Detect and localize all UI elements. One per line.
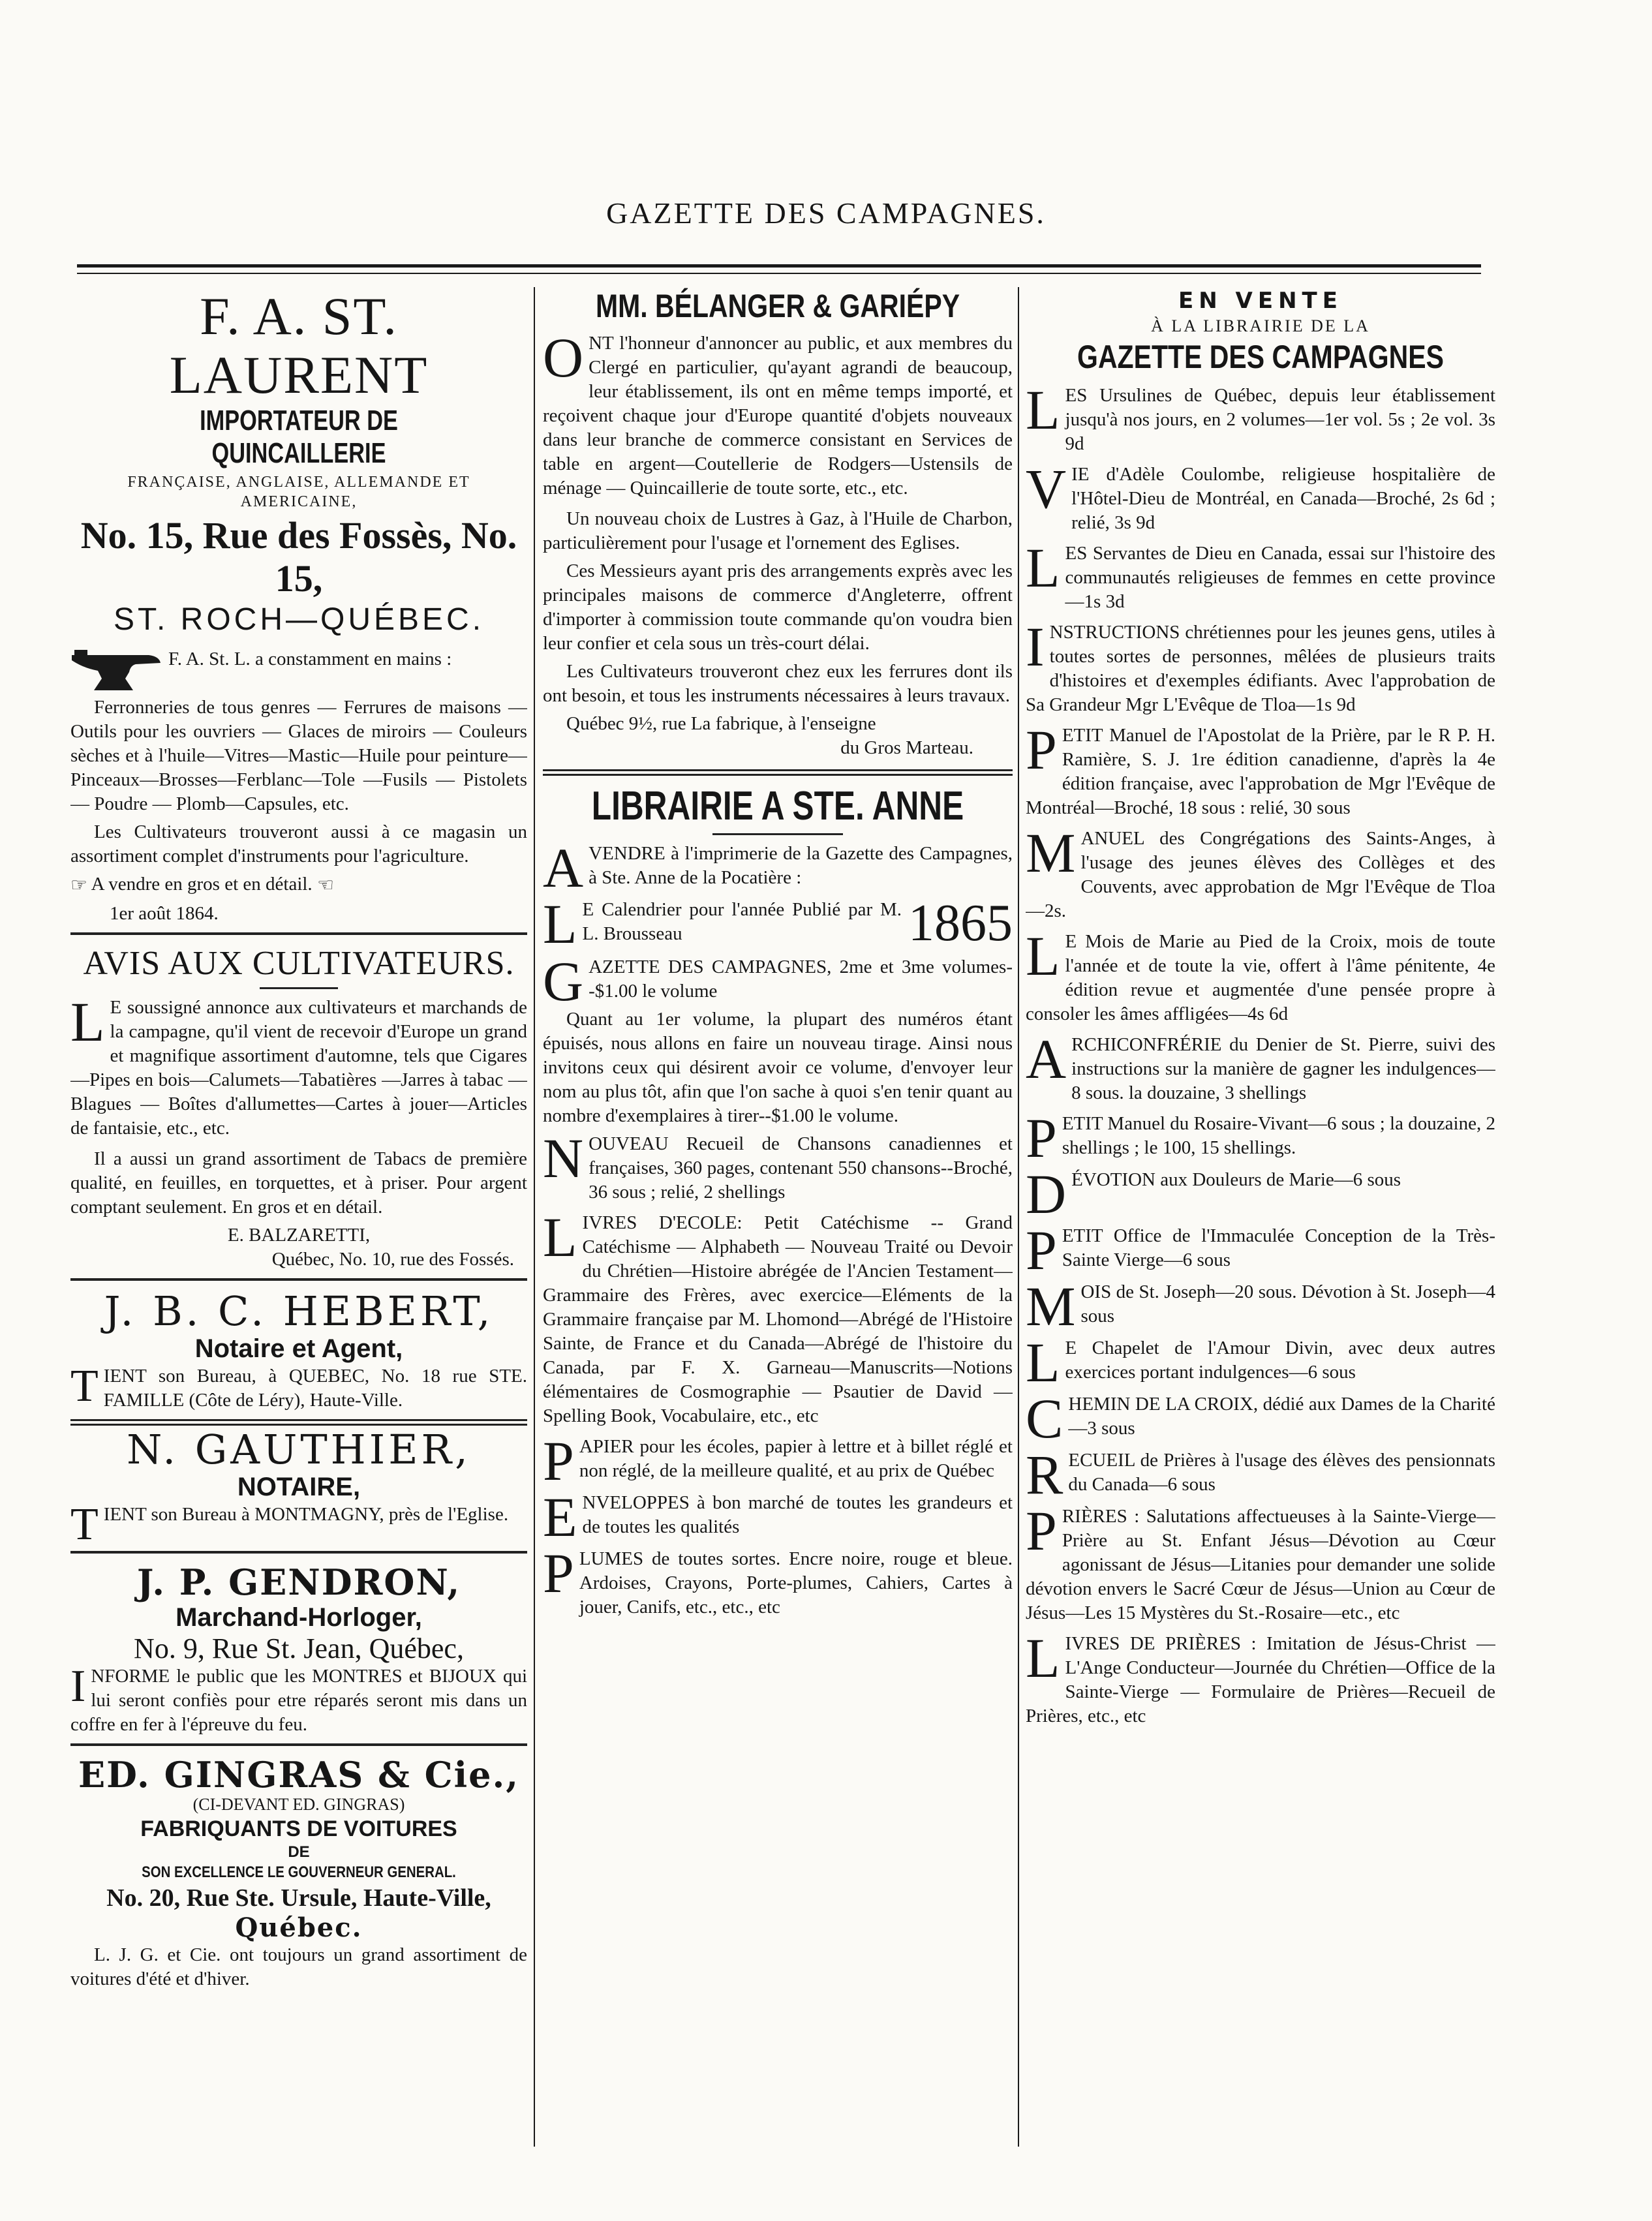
ad-gauthier [70, 1425, 527, 1544]
ad-belanger-p4: Les Cultivateurs trouveront chez eux les ferrures dont ils ont besoin, et tous les instruments nécessaires à leurs travaux. [543, 661, 1013, 706]
divider [70, 1551, 527, 1554]
book-list-item-text: RCHICONFRÉRIE du Denier de St. Pierre, suivi des instructions sur la manière de gagner les indulgences—8 sous. la douzaine, 3 shellings [1071, 1034, 1495, 1103]
drop-cap: E [543, 1491, 577, 1540]
drop-cap: P [1026, 724, 1057, 781]
ad-avis-sig-address: Québec, No. 10, rue des Fossés. [271, 1248, 514, 1270]
book-list-item [1026, 724, 1495, 820]
ad-librairie-plumes: LUMES de toutes sortes. Encre noire, rouge et bleue. Ardoises, Crayons, Porte-plumes, Cahiers, Cartes à jouer, Canifs, etc., etc., etc [579, 1548, 1013, 1617]
drop-cap: P [1026, 1224, 1057, 1274]
divider [70, 932, 527, 935]
ad-avis-signature: E. BALZARETTI, [227, 1224, 371, 1246]
ad-librairie-heading: LIBRAIRIE A STE. ANNE [591, 784, 964, 829]
ad-laurent-origins: FRANÇAISE, ANGLAISE, ALLEMANDE ET AMERICAINE, [127, 474, 470, 510]
drop-cap: L [1026, 1336, 1060, 1386]
book-list-item-text: ECUEIL de Prières à l'usage des élèves des pensionnats du Canada—6 sous [1068, 1450, 1495, 1495]
book-list-item-text: ÉVOTION aux Douleurs de Marie—6 sous [1071, 1169, 1401, 1190]
ad-avis-p2: Il a aussi un grand assortiment de Tabacs de première qualité, en feuilles, en torquettes, et à priser. Pour argent comptant seulement. En gros et en détail. [70, 1148, 527, 1218]
ad-gingras-text: L. J. G. et Cie. ont toujours un grand assortiment de voitures d'été et d'hiver. [70, 1944, 527, 1989]
drop-cap: L [1026, 384, 1060, 441]
anvil-icon [70, 650, 162, 696]
ad-laurent-p4: A vendre en gros et en détail. [91, 874, 313, 895]
drop-cap: R [1026, 1448, 1063, 1498]
ad-gauthier-name: N. GAUTHIER, [127, 1425, 471, 1473]
book-list-item [1026, 1632, 1495, 1728]
ad-gingras [70, 1755, 527, 1991]
pointing-hand-right-icon: ☞ [70, 874, 87, 896]
book-list-item-text: E Chapelet de l'Amour Divin, avec deux autres exercices portant indulgences—6 sous [1065, 1338, 1495, 1383]
book-list-item-text: E Mois de Marie au Pied de la Croix, mois de toute l'année et de toute la vie, offert à l'âme pénitente, 4e édition revue et augmentée d'une pensée propre à consoler les âmes affligées—4s 6d [1026, 931, 1495, 1024]
en-vente-sub: À LA LIBRAIRIE DE LA [1151, 316, 1370, 335]
drop-cap: L [1026, 930, 1060, 987]
divider [543, 769, 1013, 771]
divider [543, 774, 1013, 776]
drop-cap: N [543, 1132, 584, 1189]
book-list-item-text: ETIT Manuel de l'Apostolat de la Prière, par le R P. H. Ramière, S. J. 1re édition canadienne, d'après la 4e édition française, avec l'approbation de Mgr l'Evêque de Montréal—Broché, 18 sous : relié, 30 sous [1026, 725, 1495, 818]
column-2 [543, 287, 1013, 2179]
ad-belanger-p3: Ces Messieurs ayant pris des arrangements exprès avec les principales maisons de commerce d'Angleterre, offrent d'importer à commission toute commande qu'on voudra bien leur confier et cela sous un très-court délai. [543, 560, 1013, 654]
ad-gingras-name: ED. GINGRAS & Cie., [78, 1753, 520, 1796]
column-divider-2 [1018, 287, 1019, 2147]
drop-cap: L [70, 995, 105, 1053]
short-rule [260, 987, 338, 989]
en-vente-title: GAZETTE DES CAMPAGNES [1077, 339, 1444, 375]
ad-gendron [70, 1563, 527, 1737]
ad-belanger-gariepy [543, 287, 1013, 760]
book-list-item-text: ES Servantes de Dieu en Canada, essai sur l'histoire des communautés religieuses de femmes en cette province—1s 3d [1065, 543, 1495, 612]
book-list-item-text: NSTRUCTIONS chrétiennes pour les jeunes gens, utiles à toutes sortes de personnes, mêlées de plusieurs traits d'histoires et d'exemples édifiants. Avec l'approbation de Sa Grandeur Mgr L'Evêque de Tloa—1s 9d [1026, 622, 1495, 715]
ad-belanger-p2: Un nouveau choix de Lustres à Gaz, à l'Huile de Charbon, particulièrement pour l'usage et l'ornement des Eglises. [543, 508, 1013, 553]
ad-laurent-name: F. A. ST. LAURENT [169, 287, 429, 405]
ad-gingras-line2: DE [288, 1843, 310, 1861]
ad-avis-cultivateurs [70, 944, 527, 1272]
drop-cap: G [543, 955, 584, 1005]
ad-hebert-sub: Notaire et Agent, [194, 1334, 403, 1363]
ad-gingras-line1: FABRIQUANTS DE VOITURES [140, 1816, 457, 1841]
divider [70, 1743, 527, 1746]
book-list [1026, 384, 1495, 1728]
book-list-item [1026, 384, 1495, 456]
drop-cap: L [1026, 542, 1060, 599]
ad-belanger-p1: NT l'honneur d'annoncer au public, et aux membres du Clergé en particulier, qu'ayant agrandi de beaucoup, leur établissement, ils ont en même temps importé, et reçoivent chaque jour d'Europe quantité d'objets nouveaux dans leur branche de commerce consistant en Services de table en argent—Coutellerie de Rodgers—Ustensils de ménage — Quincaillerie de toute sorte, etc., etc. [543, 333, 1013, 498]
ad-laurent-p1: F. A. St. L. a constamment en mains : [168, 649, 452, 669]
ad-librairie-gazette-note: Quant au 1er volume, la plupart des numéros étant épuisés, nous allons en faire un nouveau tirage. Ainsi nous invitons ceux qui désirent avoir ce volume, d'envoyer leur nom au plus tôt, afin que l'on sache à quoi s'en tenir quant au nombre d'exemplaires à tirer--$1.00 le volume. [543, 1009, 1013, 1126]
drop-cap: T [70, 1502, 99, 1544]
ad-st-laurent [70, 287, 527, 926]
ad-laurent-p3: Les Cultivateurs trouveront aussi à ce magasin un assortiment complet d'instruments pour l'agriculture. [70, 821, 527, 866]
book-list-item [1026, 1505, 1495, 1625]
book-list-item [1026, 1280, 1495, 1330]
drop-cap: P [1026, 1505, 1057, 1562]
drop-cap: L [1026, 1632, 1060, 1689]
drop-cap: D [1026, 1168, 1067, 1218]
book-list-item [1026, 542, 1495, 614]
ad-gauthier-text: IENT son Bureau à MONTMAGNY, près de l'Eglise. [103, 1503, 509, 1525]
short-rule [712, 833, 843, 835]
drop-cap: L [543, 1211, 577, 1268]
book-list-item [1026, 1448, 1495, 1498]
drop-cap: P [1026, 1112, 1057, 1161]
book-list-item-text: ES Ursulines de Québec, depuis leur établissement jusqu'à nos jours, en 2 volumes—1er vol. 5s ; 2e vol. 3s 9d [1065, 385, 1495, 454]
ad-hebert-text: IENT son Bureau, à QUEBEC, No. 18 rue STE. FAMILLE (Côte de Léry), Haute-Ville. [103, 1365, 527, 1411]
ad-librairie-ste-anne [543, 784, 1013, 1619]
drop-cap: M [1026, 1280, 1076, 1330]
drop-cap: M [1026, 827, 1076, 884]
book-list-item-text: RIÈRES : Salutations affectueuses à la Sainte-Vierge—Prière au St. Enfant Jésus—Dévotion au Cœur agonissant de Jésus—Litanies pour demander une solide dévotion envers le Sacré Cœur de Jésus—Union au Cœur de Jésus—Les 15 Mystères du St.-Rosaire—etc., etc [1026, 1506, 1495, 1623]
drop-cap: L [543, 898, 577, 949]
masthead: GAZETTE DES CAMPAGNES. [606, 196, 1046, 230]
ad-gendron-sub: Marchand-Horloger, [176, 1602, 422, 1632]
ad-belanger-p6: du Gros Marteau. [840, 737, 973, 758]
book-list-item-text: ETIT Office de l'Immaculée Conception de la Très-Sainte Vierge—6 sous [1062, 1225, 1495, 1270]
drop-cap: V [1026, 463, 1067, 520]
ad-gendron-name: J. P. GENDRON, [136, 1561, 461, 1603]
book-list-item [1026, 1224, 1495, 1274]
drop-cap: A [543, 842, 584, 891]
column-divider-1 [534, 287, 535, 2147]
ad-gingras-line3: SON EXCELLENCE LE GOUVERNEUR GENERAL. [142, 1863, 456, 1881]
drop-cap: P [543, 1547, 574, 1604]
divider [70, 1278, 527, 1281]
ad-librairie-papier: APIER pour les écoles, papier à lettre et à billet réglé et non réglé, de la meilleure qualité, et au prix de Québec [579, 1436, 1013, 1481]
ad-avis-p1: E soussigné annonce aux cultivateurs et marchands de la campagne, qu'il vient de recevoir d'Europe un grand et magnifique assortiment d'automne, tels que Cigares—Pipes en bois—Calumets—Tabatières —Jarres à tabac — Blagues — Boîtes d'allumettes—Cartes à jouer—Articles de fantaisie, etc., etc. [70, 996, 527, 1139]
column-3 [1026, 287, 1495, 2179]
ad-hebert [70, 1287, 527, 1413]
ad-laurent-address: No. 15, Rue des Fossès, No. 15, [80, 514, 517, 600]
ad-laurent-date: 1er août 1864. [110, 902, 219, 924]
ad-librairie-intro: VENDRE à l'imprimerie de la Gazette des Campagnes, à Ste. Anne de la Pocatière : [589, 843, 1013, 888]
book-list-item [1026, 620, 1495, 717]
ad-gauthier-sub: NOTAIRE, [237, 1472, 361, 1501]
divider [70, 1419, 527, 1421]
book-list-item [1026, 1336, 1495, 1386]
header-rule-thin [77, 273, 1481, 274]
book-list-item [1026, 1112, 1495, 1161]
book-list-item [1026, 463, 1495, 535]
drop-cap: I [70, 1664, 86, 1711]
pointing-hand-left-icon: ☜ [316, 874, 334, 896]
drop-cap: A [1026, 1033, 1067, 1090]
ad-belanger-p5: Québec 9½, rue La fabrique, à l'enseigne [566, 713, 876, 734]
drop-cap: O [543, 331, 584, 389]
ad-gendron-address: No. 9, Rue St. Jean, Québec, [134, 1632, 464, 1664]
book-list-item-text: IVRES DE PRIÈRES : Imitation de Jésus-Christ — L'Ange Conducteur—Journée du Chrétien—Office de la Sainte-Vierge — Formulaire de Prières—Recueil de Prières, etc., etc [1026, 1633, 1495, 1726]
column-1 [70, 287, 527, 2179]
en-vente-heading: EN VENTE [1178, 288, 1343, 314]
book-list-item [1026, 1168, 1495, 1218]
drop-cap: T [70, 1364, 99, 1411]
ad-gingras-city: Québec. [235, 1912, 363, 1943]
ad-librairie-calendrier: E Calendrier pour l'année Publié par M. L. Brousseau [582, 899, 902, 944]
drop-cap: I [1026, 620, 1045, 678]
ad-laurent-title: IMPORTATEUR DE QUINCAILLERIE [200, 405, 398, 469]
book-list-item-text: ANUEL des Congrégations des Saints-Anges, à l'usage des jeunes élèves des Collèges et des Couvents, avec approbation de Mgr l'Evêque de Tloa—2s. [1026, 828, 1495, 921]
book-list-item [1026, 1392, 1495, 1442]
book-list-item [1026, 930, 1495, 1026]
ad-laurent-city: ST. ROCH—QUÉBEC. [113, 602, 485, 637]
ad-gingras-formerly: (CI-DEVANT ED. GINGRAS) [192, 1794, 405, 1814]
drop-cap: C [1026, 1392, 1063, 1442]
ad-laurent-p2: Ferronneries de tous genres — Ferrures de maisons — Outils pour les ouvriers — Glaces de miroirs — Couleurs sèches et à l'huile—Vitres—Mastic—Huile pour peinture—Pinceaux—Brosses—Ferblanc—Tole —Fusils — Pistolets — Poudre — Plomb—Capsules, etc. [70, 697, 527, 814]
ad-gendron-text: NFORME le public que les MONTRES et BIJOUX qui lui seront confiès pour etre réparés seront mis dans un coffre en fer à l'épreuve du feu. [70, 1665, 527, 1735]
header-rule-thick [77, 264, 1481, 268]
ad-belanger-heading: MM. BÉLANGER & GARIÉPY [595, 288, 960, 324]
ad-avis-heading: AVIS AUX CULTIVATEURS. [83, 944, 515, 982]
book-list-item-text: ETIT Manuel du Rosaire-Vivant—6 sous ; la douzaine, 2 shellings ; le 100, 15 shellings. [1062, 1113, 1495, 1158]
book-list-item-text: HEMIN DE LA CROIX, dédié aux Dames de la Charité—3 sous [1068, 1394, 1495, 1439]
ad-librairie-enveloppes: NVELOPPES à bon marché de toutes les grandeurs et de toutes les qualités [582, 1492, 1013, 1537]
ad-hebert-name: J. B. C. HEBERT, [104, 1287, 494, 1335]
book-list-item [1026, 1033, 1495, 1105]
ad-librairie-gazette: AZETTE DES CAMPAGNES, 2me et 3me volumes--$1.00 le volume [589, 957, 1013, 1002]
ad-gingras-address: No. 20, Rue Ste. Ursule, Haute-Ville, [106, 1884, 491, 1912]
ad-librairie-chansons: OUVEAU Recueil de Chansons canadiennes et françaises, 360 pages, contenant 550 chansons--Broché, 36 sous ; relié, 2 shellings [589, 1133, 1013, 1202]
drop-cap: P [543, 1435, 574, 1484]
book-list-item-text: IE d'Adèle Coulombe, religieuse hospitalière de l'Hôtel-Dieu de Montréal, en Canada—Broché, 2s 6d ; relié, 3s 9d [1071, 464, 1495, 533]
book-list-item-text: OIS de St. Joseph—20 sous. Dévotion à St. Joseph—4 sous [1080, 1281, 1495, 1326]
calendar-year: 1865 [908, 898, 1013, 949]
ad-librairie-livres-ecole: IVRES D'ECOLE: Petit Catéchisme -- Grand Catéchisme — Alphabeth — Nouveau Traité ou Devoir du Chrétien—Histoire abrégée de l'Ancien Testament—Grammaire des Frères, avec exercice—Eléments de la Grammaire française par M. Lhomond—Abrégé de l'Histoire Sainte, de France et du Canada—Abrégé de l'histoire du Canada, par F. X. Garneau—Manuscrits—Notions élémentaires de Cosmographie — Psautier de David — Spelling Book, Vocabulaire, etc., etc [543, 1212, 1013, 1426]
book-list-item [1026, 827, 1495, 923]
